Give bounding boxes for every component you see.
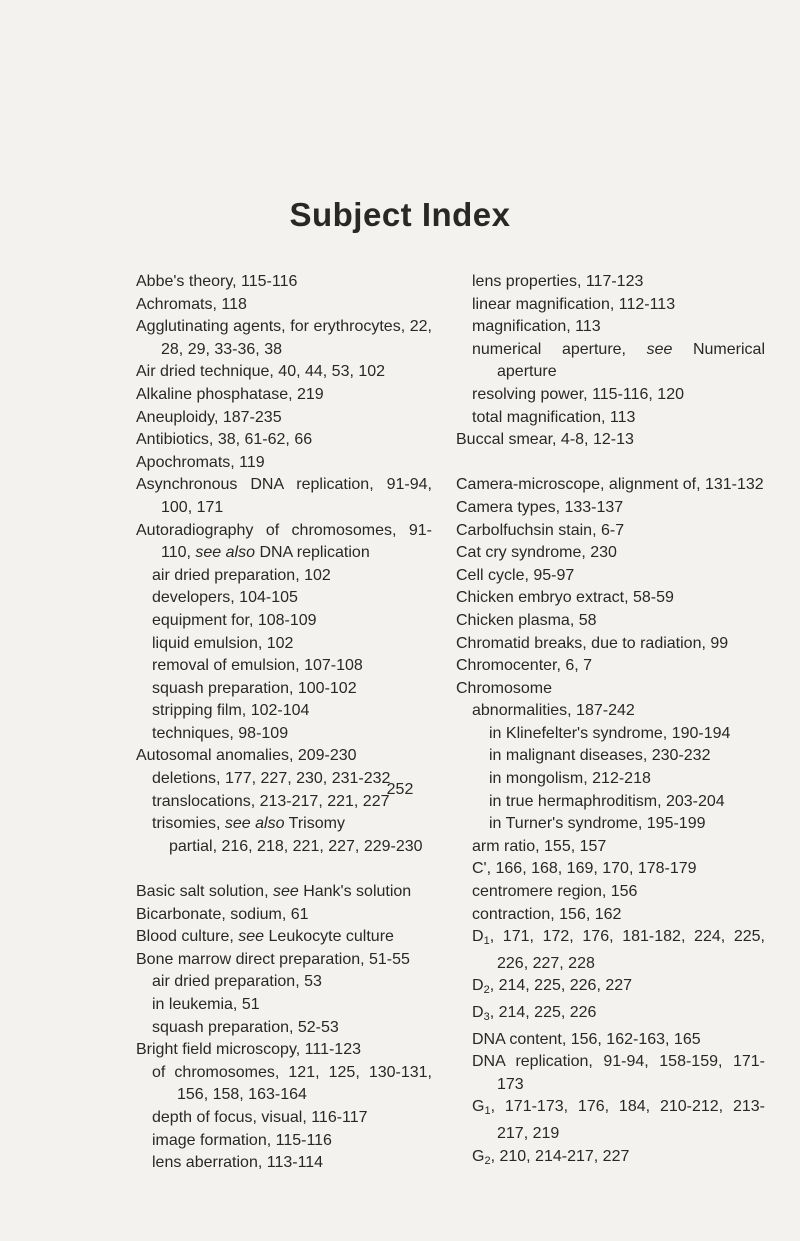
entry-post: , 214, 225, 226 xyxy=(489,1004,597,1021)
entry-text: in true hermaphroditism, 203-204 xyxy=(489,792,725,810)
entry-text: Carbolfuchsin stain, 6-7 xyxy=(456,521,625,539)
index-entry xyxy=(456,474,765,497)
entry-post: , 171-173, 176, 184, 210-212, 213-217, 219 xyxy=(490,1098,765,1142)
entry-pre: D xyxy=(472,977,484,995)
index-subentry xyxy=(456,836,765,859)
index-entry xyxy=(136,474,432,519)
entry-text: air dried preparation, 102 xyxy=(152,566,331,584)
entry-text: Chromocenter, 6, 7 xyxy=(456,657,593,675)
index-subentry xyxy=(456,1146,765,1173)
index-subentry xyxy=(136,1152,432,1175)
entry-text: in Klinefelter's syndrome, 190-194 xyxy=(489,724,731,742)
entry-text: Chicken embryo extract, 58-59 xyxy=(456,589,674,607)
index-entry xyxy=(456,520,765,543)
index-entry xyxy=(136,926,432,949)
index-subentry xyxy=(456,745,765,768)
index-subentry xyxy=(456,1096,765,1145)
entry-pre: numerical aperture, xyxy=(472,340,647,358)
entry-text: of chromosomes, 121, 125, 130-131, 156, 158, 163-164 xyxy=(152,1063,432,1104)
entry-text: Abbe's theory, 115-116 xyxy=(136,273,298,290)
entry-sub: 1 xyxy=(483,935,490,948)
index-entry xyxy=(456,497,765,520)
entry-text: Bone marrow direct preparation, 51-55 xyxy=(136,950,410,968)
index-subentry xyxy=(136,610,432,633)
index-entry xyxy=(136,904,432,927)
index-subentry xyxy=(456,858,765,881)
index-subentry xyxy=(456,1051,765,1096)
entry-post: Leukocyte culture xyxy=(264,928,394,946)
index-subentry xyxy=(456,384,765,407)
entry-text: DNA replication, 91-94, 158-159, 171-173 xyxy=(472,1053,765,1093)
index-entry xyxy=(456,587,765,610)
entry-pre: Basic salt solution, xyxy=(136,883,273,901)
entry-text: squash preparation, 52-53 xyxy=(152,1018,339,1036)
entry-text: Alkaline phosphatase, 219 xyxy=(136,385,324,403)
index-subentry xyxy=(136,1130,432,1153)
entry-text: Air dried technique, 40, 44, 53, 102 xyxy=(136,363,386,381)
entry-em: see also xyxy=(195,544,255,562)
entry-pre: Autoradiography of chromosomes, 91-110, xyxy=(136,521,432,562)
entry-text: partial, 216, 218, 221, 227, 229-230 xyxy=(169,837,423,855)
entry-text: Aneuploidy, 187-235 xyxy=(136,408,282,426)
index-entry xyxy=(456,655,765,678)
entry-text: Cat cry syndrome, 230 xyxy=(456,544,617,562)
index-subentry xyxy=(456,1029,765,1052)
index-subentry xyxy=(456,813,765,836)
entry-text: Asynchronous DNA replication, 91-94, 100, 171 xyxy=(136,476,432,516)
index-subentry xyxy=(456,1002,765,1029)
entry-post: , 171, 172, 176, 181-182, 224, 225, 226, 227, 228 xyxy=(489,928,765,972)
index-subentry xyxy=(136,700,432,723)
entry-post: Numerical aperture xyxy=(497,340,765,381)
entry-text: Buccal smear, 4-8, 12-13 xyxy=(456,431,634,449)
index-entry xyxy=(136,361,432,384)
entry-post: Trisomy xyxy=(284,815,345,833)
index-subentry xyxy=(136,836,432,859)
index-subentry xyxy=(456,975,765,1002)
entry-text: developers, 104-105 xyxy=(152,589,298,607)
index-subentry xyxy=(136,587,432,610)
index-subentry xyxy=(456,271,765,294)
index-entry xyxy=(456,429,765,452)
entry-text: Cell cycle, 95-97 xyxy=(456,566,575,584)
entry-text: DNA content, 156, 162-163, 165 xyxy=(472,1030,701,1048)
entry-text: centromere region, 156 xyxy=(472,883,638,901)
index-entry xyxy=(136,452,432,475)
index-column-right xyxy=(456,271,765,1172)
entry-sub: 1 xyxy=(484,1105,491,1118)
entry-em: see xyxy=(646,340,673,358)
index-entry xyxy=(136,881,432,904)
entry-text: Bicarbonate, sodium, 61 xyxy=(136,905,309,923)
index-entry xyxy=(456,565,765,588)
index-subentry xyxy=(456,407,765,430)
entry-sub: 2 xyxy=(484,1154,491,1167)
entry-text: in mongolism, 212-218 xyxy=(489,770,651,788)
entry-text: abnormalities, 187-242 xyxy=(472,702,635,720)
entry-post: Hank's solution xyxy=(298,883,412,901)
entry-text: resolving power, 115-116, 120 xyxy=(472,385,684,403)
index-gap xyxy=(456,452,765,475)
index-entry xyxy=(456,678,765,701)
entry-text: deletions, 177, 227, 230, 231-232 xyxy=(152,770,391,788)
entry-pre: D xyxy=(472,1004,484,1021)
index-subentry xyxy=(456,723,765,746)
entry-post: , 214, 225, 226, 227 xyxy=(489,977,633,995)
entry-text: in leukemia, 51 xyxy=(152,996,260,1013)
index-subentry xyxy=(136,565,432,588)
index-subentry xyxy=(456,881,765,904)
entry-text: in Turner's syndrome, 195-199 xyxy=(489,815,706,833)
entry-text: total magnification, 113 xyxy=(472,408,636,426)
index-entry xyxy=(136,384,432,407)
entry-pre: D xyxy=(472,928,484,946)
entry-pre: trisomies, xyxy=(152,815,225,833)
entry-text: Achromats, 118 xyxy=(136,295,247,313)
entry-text: lens aberration, 113-114 xyxy=(152,1154,324,1172)
entry-text: Antibiotics, 38, 61-62, 66 xyxy=(136,431,313,449)
entry-text: Bright field microscopy, 111-123 xyxy=(136,1041,361,1059)
index-subentry xyxy=(456,926,765,975)
entry-text: magnification, 113 xyxy=(472,318,601,336)
entry-text: squash preparation, 100-102 xyxy=(152,679,357,697)
entry-text: depth of focus, visual, 116-117 xyxy=(152,1108,368,1126)
entry-text: liquid emulsion, 102 xyxy=(152,634,294,652)
entry-text: air dried preparation, 53 xyxy=(152,973,322,991)
entry-text: Agglutinating agents, for erythrocytes, 22, 28, 29, 33-36, 38 xyxy=(136,318,432,358)
entry-text: Chromosome xyxy=(456,679,553,697)
index-subentry xyxy=(456,294,765,317)
entry-text: stripping film, 102-104 xyxy=(152,702,310,720)
entry-post: DNA replication xyxy=(255,544,370,562)
entry-em: see xyxy=(272,883,299,901)
entry-text: image formation, 115-116 xyxy=(152,1131,332,1149)
page-title: Subject Index xyxy=(289,196,511,233)
entry-post: , 210, 214-217, 227 xyxy=(490,1147,630,1165)
index-entry xyxy=(456,610,765,633)
index-entry xyxy=(136,1039,432,1062)
entry-sub: 2 xyxy=(483,984,490,997)
index-subentry xyxy=(136,994,432,1017)
index-entry xyxy=(136,271,432,294)
entry-text: Apochromats, 119 xyxy=(136,453,265,471)
index-subentry xyxy=(456,700,765,723)
index-column-left xyxy=(136,271,432,1175)
entry-text: translocations, 213-217, 221, 227 xyxy=(152,792,390,810)
index-subentry xyxy=(136,1107,432,1130)
entry-text: arm ratio, 155, 157 xyxy=(472,837,607,855)
entry-pre: G xyxy=(472,1098,485,1116)
index-entry xyxy=(136,949,432,972)
entry-text: in malignant diseases, 230-232 xyxy=(489,747,711,765)
index-entry xyxy=(136,429,432,452)
entry-text: Chicken plasma, 58 xyxy=(456,611,597,629)
index-entry xyxy=(456,633,765,656)
entry-text: techniques, 98-109 xyxy=(152,724,289,742)
entry-pre: Blood culture, xyxy=(136,928,239,946)
entry-text: Autosomal anomalies, 209-230 xyxy=(136,747,357,765)
entry-text: Camera-microscope, alignment of, 131-132 xyxy=(456,476,764,494)
entry-text: linear magnification, 112-113 xyxy=(472,295,676,313)
index-entry xyxy=(456,542,765,565)
index-subentry xyxy=(456,904,765,927)
entry-text: C', 166, 168, 169, 170, 178-179 xyxy=(472,860,697,878)
page-number: 252 xyxy=(386,781,414,798)
entry-sub: 3 xyxy=(483,1011,490,1023)
index-subentry xyxy=(456,339,765,384)
entry-em: see xyxy=(238,928,265,946)
entry-text: Chromatid breaks, due to radiation, 99 xyxy=(456,634,729,652)
index-entry xyxy=(136,407,432,430)
index-subentry xyxy=(136,655,432,678)
index-subentry xyxy=(136,678,432,701)
index-entry xyxy=(136,745,432,768)
index-entry xyxy=(136,316,432,361)
index-subentry xyxy=(136,1062,432,1107)
entry-em: see also xyxy=(224,815,285,833)
index-subentry xyxy=(136,1017,432,1040)
entry-text: lens properties, 117-123 xyxy=(472,273,644,290)
index-entry xyxy=(136,294,432,317)
entry-text: contraction, 156, 162 xyxy=(472,905,622,923)
entry-text: Camera types, 133-137 xyxy=(456,498,624,516)
index-subentry xyxy=(136,813,432,836)
index-entry xyxy=(136,520,432,565)
index-subentry xyxy=(136,971,432,994)
index-subentry xyxy=(136,723,432,746)
entry-text: equipment for, 108-109 xyxy=(152,611,317,629)
index-gap xyxy=(136,858,432,881)
entry-text: removal of emulsion, 107-108 xyxy=(152,657,363,675)
index-subentry xyxy=(456,316,765,339)
index-subentry xyxy=(136,633,432,656)
entry-pre: G xyxy=(472,1147,485,1165)
